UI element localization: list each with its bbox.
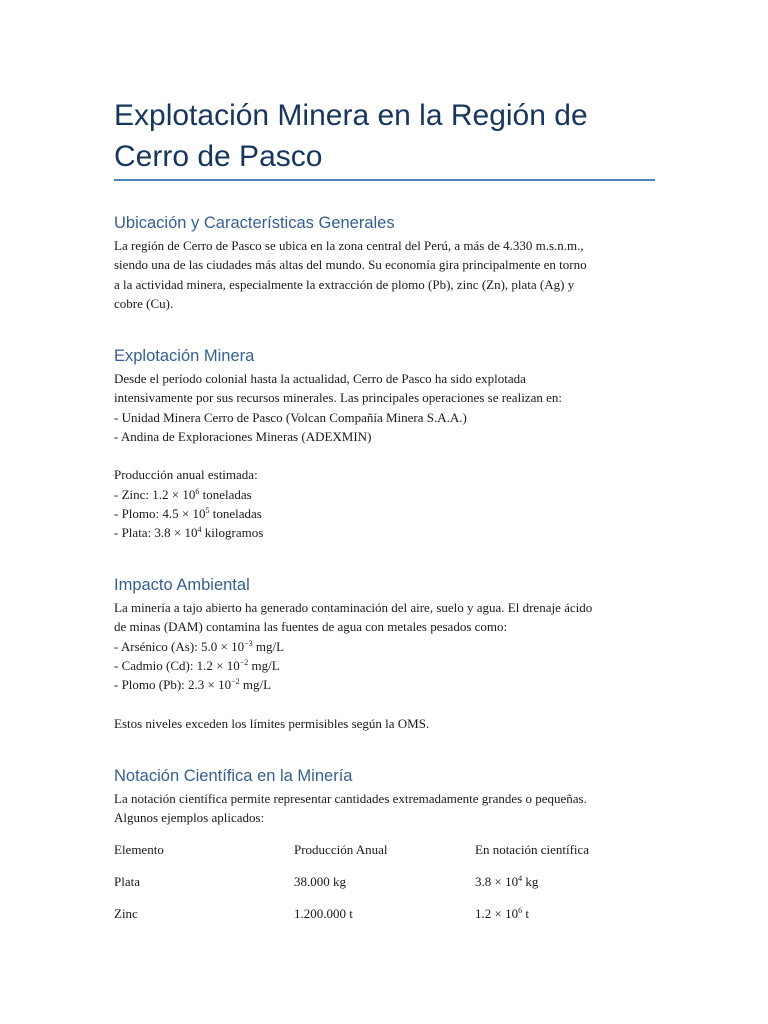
table-row	[114, 906, 655, 938]
section-explotacion	[114, 345, 659, 543]
section-heading: Ubicación y Características Generales	[114, 214, 395, 232]
paragraph-line: La notación científica permite representar cantidades extremadamente grandes o pequeñas.	[114, 791, 587, 806]
title-line-1: Explotación Minera en la Región de	[114, 99, 588, 132]
paragraph-line: La región de Cerro de Pasco se ubica en la zona central del Perú, a más de 4.330 m.s.n.m.,	[114, 238, 584, 253]
table-header-cell: En notación científica	[475, 841, 590, 857]
table-cell: Zinc	[114, 905, 138, 921]
section-heading: Explotación Minera	[114, 347, 255, 365]
paragraph-line: de minas (DAM) contamina las fuentes de agua con metales pesados como:	[114, 619, 508, 635]
production-label: Producción anual estimada:	[114, 467, 258, 483]
table-header-row	[114, 842, 655, 874]
title-line-2: Cerro de Pasco	[114, 140, 323, 173]
paragraph	[114, 369, 659, 543]
table-cell: 38.000 kg	[294, 873, 346, 889]
paragraph-line: siendo una de las ciudades más altas del mundo. Su economía gira principalmente en torno	[114, 257, 587, 273]
paragraph-line: a la actividad minera, especialmente la extracción de plomo (Pb), zinc (Zn), plata (Ag) y	[114, 276, 575, 292]
section-heading: Impacto Ambiental	[114, 576, 250, 594]
document-title	[114, 95, 655, 177]
closing-note: Estos niveles exceden los límites permisibles según la OMS.	[114, 715, 430, 731]
list-item: - Plomo (Pb): $2.3 \times 10^{-2}$ mg/L	[114, 677, 272, 693]
list-item: - Zinc: $1.2 \times 10^6$ toneladas	[114, 486, 252, 502]
list-item: - Cadmio (Cd): $1.2 \times 10^{-2}$ mg/L	[114, 657, 280, 673]
list-item: - Unidad Minera Cerro de Pasco (Volcan Compañía Minera S.A.A.)	[114, 409, 467, 425]
paragraph-line: Algunos ejemplos aplicados:	[114, 810, 265, 826]
paragraph-line: La minería a tajo abierto ha generado contaminación del aire, suelo y agua. El drenaje ácido	[114, 600, 593, 615]
title-divider	[114, 179, 655, 181]
paragraph-line: Desde el período colonial hasta la actualidad, Cerro de Pasco ha sido explotada	[114, 371, 526, 386]
paragraph-line: intensivamente por sus recursos minerales. Las principales operaciones se realizan en:	[114, 390, 562, 406]
paragraph	[114, 598, 659, 733]
table-header-cell: Producción Anual	[294, 841, 388, 857]
paragraph-line: cobre (Cu).	[114, 295, 174, 311]
list-item: - Plomo: $4.5 \times 10^5$ toneladas	[114, 506, 262, 522]
table-cell: Plata	[114, 873, 140, 889]
table-cell: 1.200.000 t	[294, 905, 353, 921]
list-item: - Arsénico (As): $5.0 \times 10^{-3}$ mg/L	[114, 638, 285, 654]
section-heading: Notación Científica en la Minería	[114, 767, 353, 785]
table-header-cell: Elemento	[114, 841, 164, 857]
section-impacto	[114, 574, 659, 733]
section-notacion	[114, 765, 659, 938]
table-cell: $1.2 \times 10^6$ t	[475, 905, 529, 921]
notation-table	[114, 842, 655, 938]
section-ubicacion	[114, 212, 659, 313]
table-row	[114, 874, 655, 906]
list-item: - Andina de Exploraciones Mineras (ADEXMIN)	[114, 428, 372, 444]
list-item: - Plata: $3.8 \times 10^4$ kilogramos	[114, 525, 264, 541]
table-cell: $3.8 \times 10^4$ kg	[475, 873, 539, 889]
paragraph	[114, 236, 659, 313]
paragraph	[114, 789, 659, 828]
